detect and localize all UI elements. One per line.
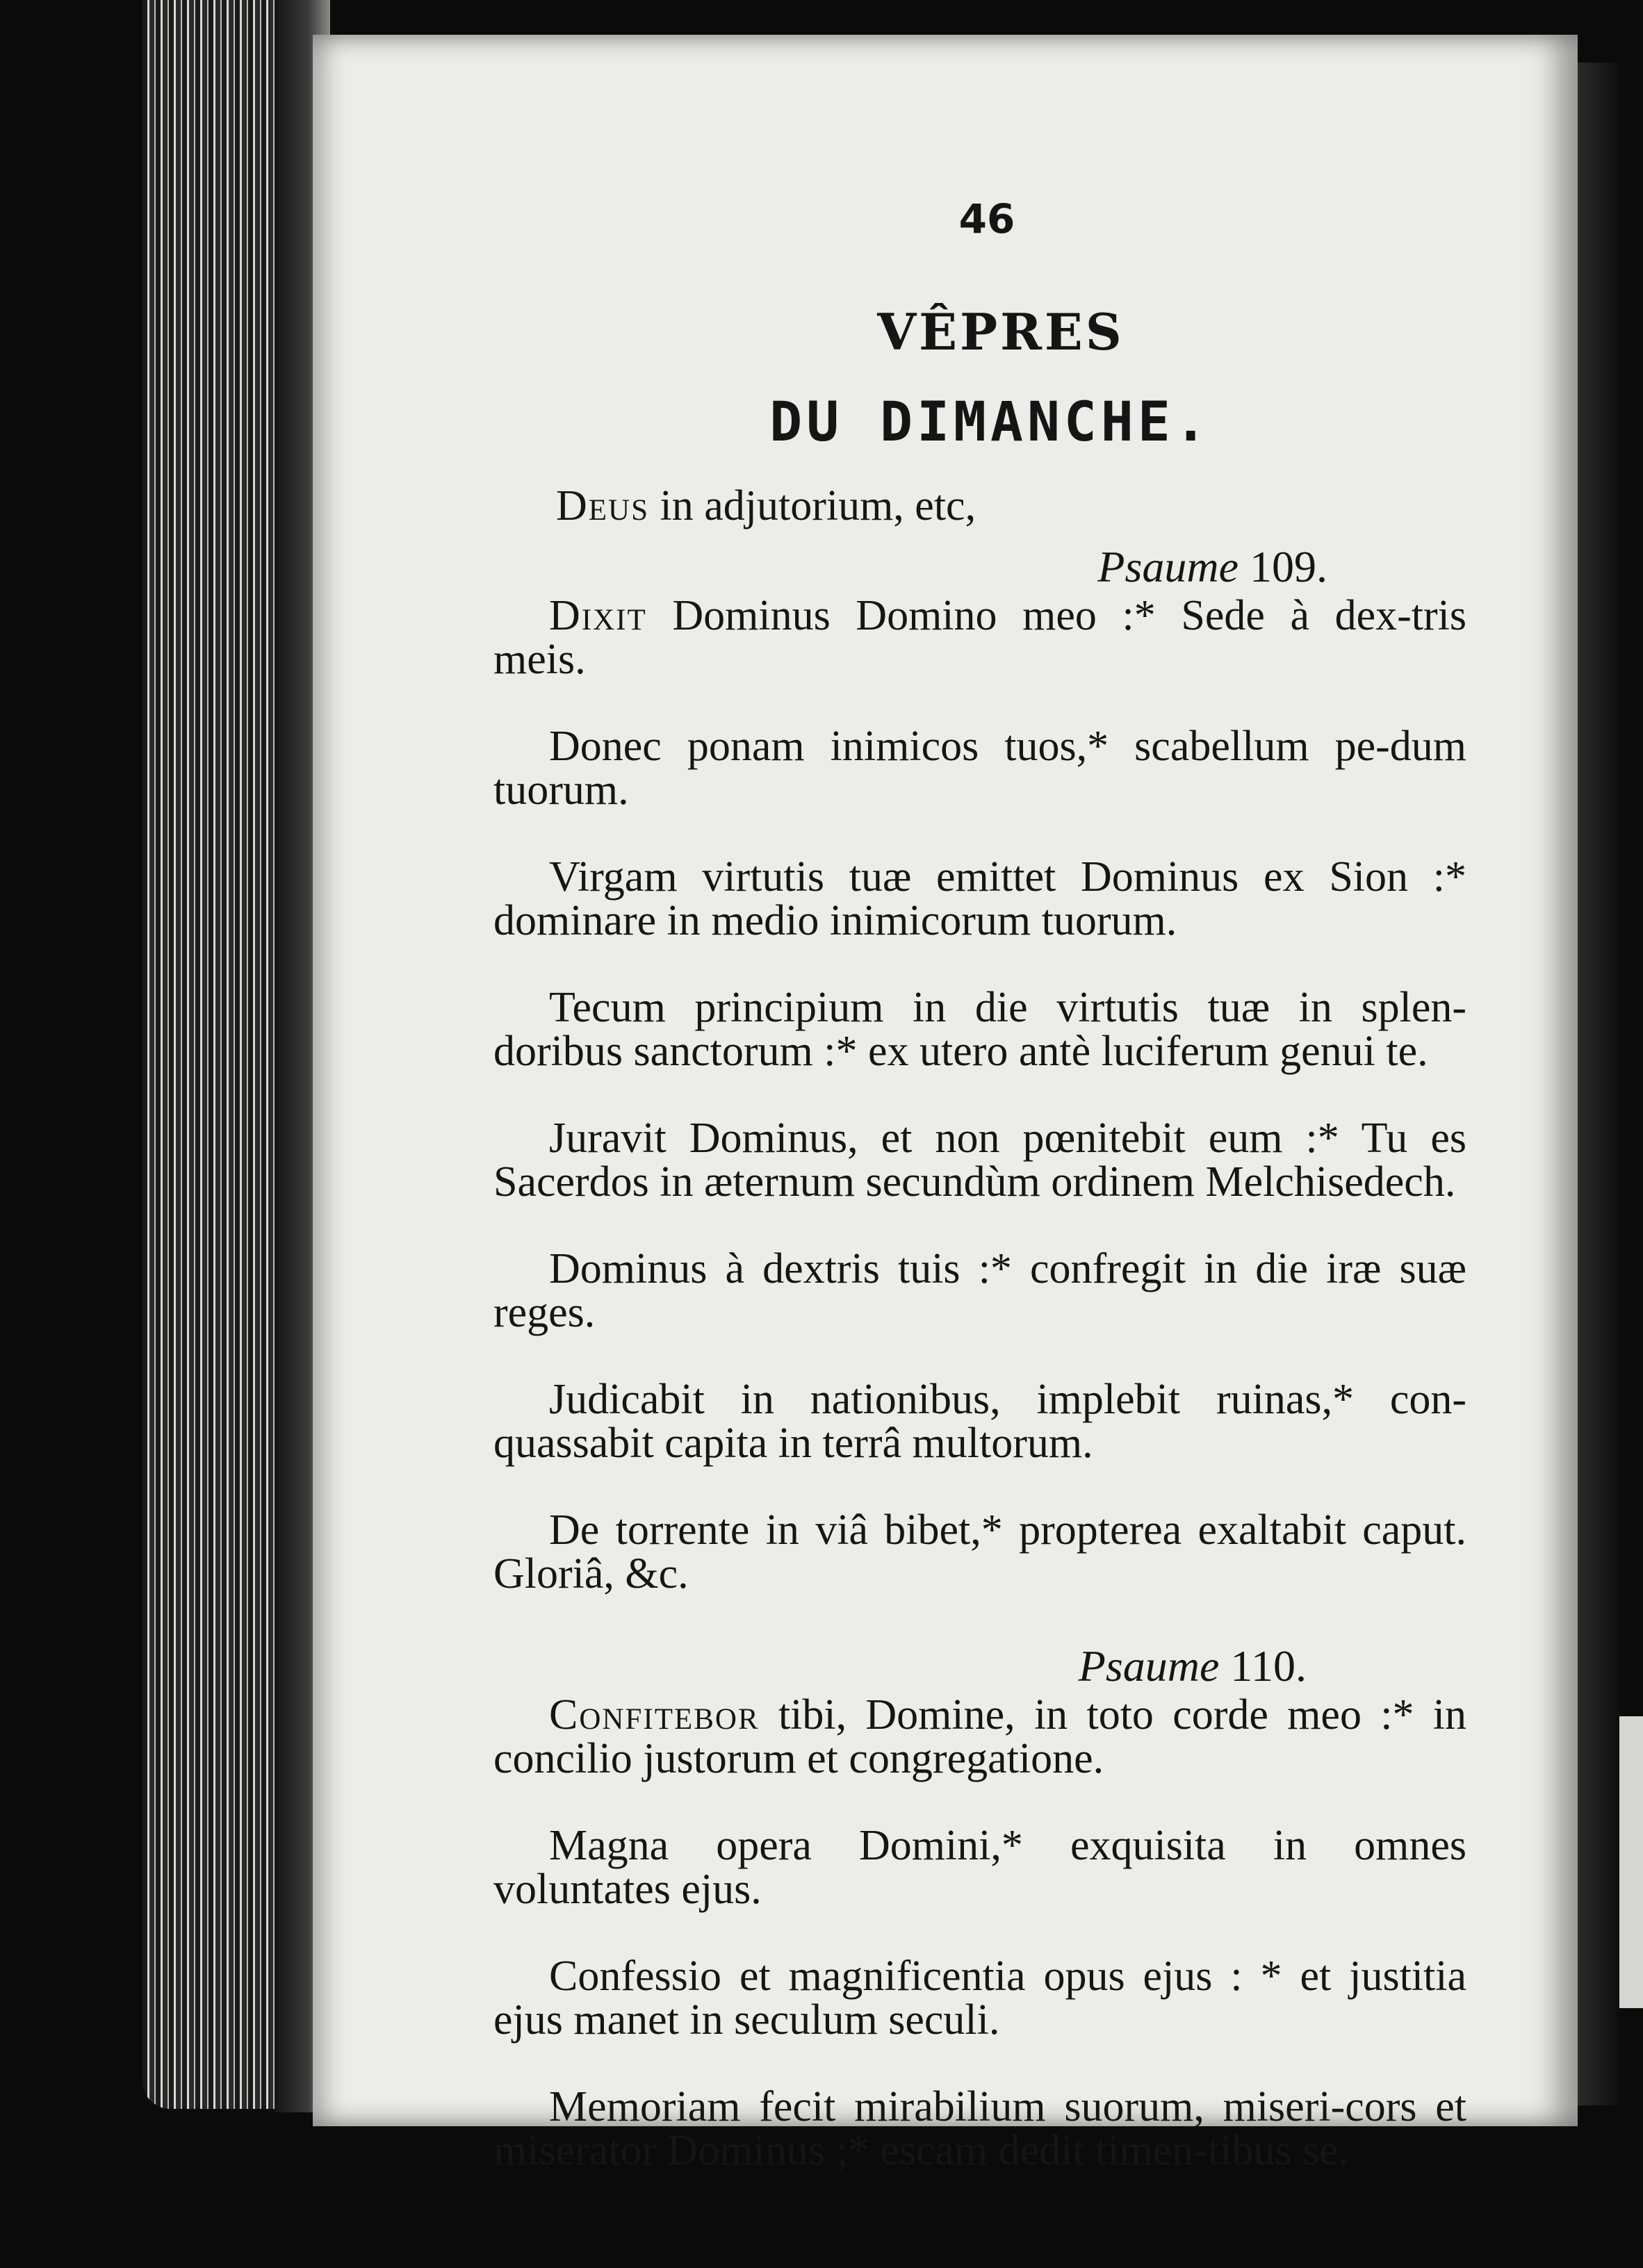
psalm-label: Psaume [1097,542,1239,591]
psalm-number: 110. [1219,1641,1307,1691]
title-line-2: DU DIMANCHE. [769,391,1211,454]
verse-text: De torrente in viâ bibet,* propterea exaltabit caput. Gloriâ, &c. [493,1506,1466,1597]
verse [493,1955,1466,2042]
adjacent-page-fragment [1619,1716,1643,2008]
verse-text: Magna opera Domini,* exquisita in omnes voluntates ejus. [493,1822,1466,1913]
verse-text: Dominus à dextris tuis :* confregit in die iræ suæ reges. [493,1245,1466,1336]
intro-line [493,482,1466,530]
verse-text: tibi, Domine, in toto corde meo :* in concilio justorum et congregatione. [493,1691,1466,1782]
verse [493,986,1466,1074]
verse [493,855,1466,943]
intro-text: in adjutorium, etc, [649,482,976,529]
verse [493,1247,1466,1335]
verse-text: Confessio et magnificentia opus ejus : * et justitia ejus manet in seculum seculi. [493,1953,1466,2044]
verse [493,1693,1466,1781]
verse-text: Virgam virtutis tuæ emittet Dominus ex Sion :* dominare in medio inimicorum tuorum. [493,853,1466,944]
verse-text: Dominus Domino meo :* Sede à dex-tris meis. [493,592,1466,683]
psalm-heading-109 [493,540,1466,594]
psalm-number: 109. [1239,542,1327,591]
title-line-1: VÊPRES [877,302,1125,361]
verse-text: Donec ponam inimicos tuos,* scabellum pe-dum tuorum. [493,723,1466,814]
verse [493,1378,1466,1465]
verse [493,594,1466,682]
verse-text: Judicabit in nationibus, implebit ruinas,* con-quassabit capita in terrâ multorum. [493,1376,1466,1467]
right-page-edge [1578,63,1619,2105]
psalm-110-verses [493,1693,1466,2173]
verse-lead: Dixit [549,592,647,639]
psalm-109-verses [493,594,1466,1596]
psalm-heading-110 [493,1639,1466,1693]
page-text [493,191,1466,2216]
verse-text: Tecum principium in die virtutis tuæ in splen-doribus sanctorum :* ex utero antè luciferum genui te. [493,984,1466,1075]
verse [493,1824,1466,1912]
verse [493,1117,1466,1204]
intro-lead: Deus [556,482,650,529]
page-number: 46 [958,195,1015,243]
verse [493,2085,1466,2173]
verse [493,725,1466,812]
verse-text: Juravit Dominus, et non pœnitebit eum :* Tu es Sacerdos in æternum secundùm ordinem Melchisedech. [493,1115,1466,1206]
verse-lead: Confitebor [549,1691,760,1739]
verse [493,1506,1466,1597]
verse-text: Memoriam fecit mirabilium suorum, miseri-cors et miserator Dominus ;* escam dedit timen-tibus se. [493,2083,1466,2174]
psalm-label: Psaume [1078,1641,1220,1691]
